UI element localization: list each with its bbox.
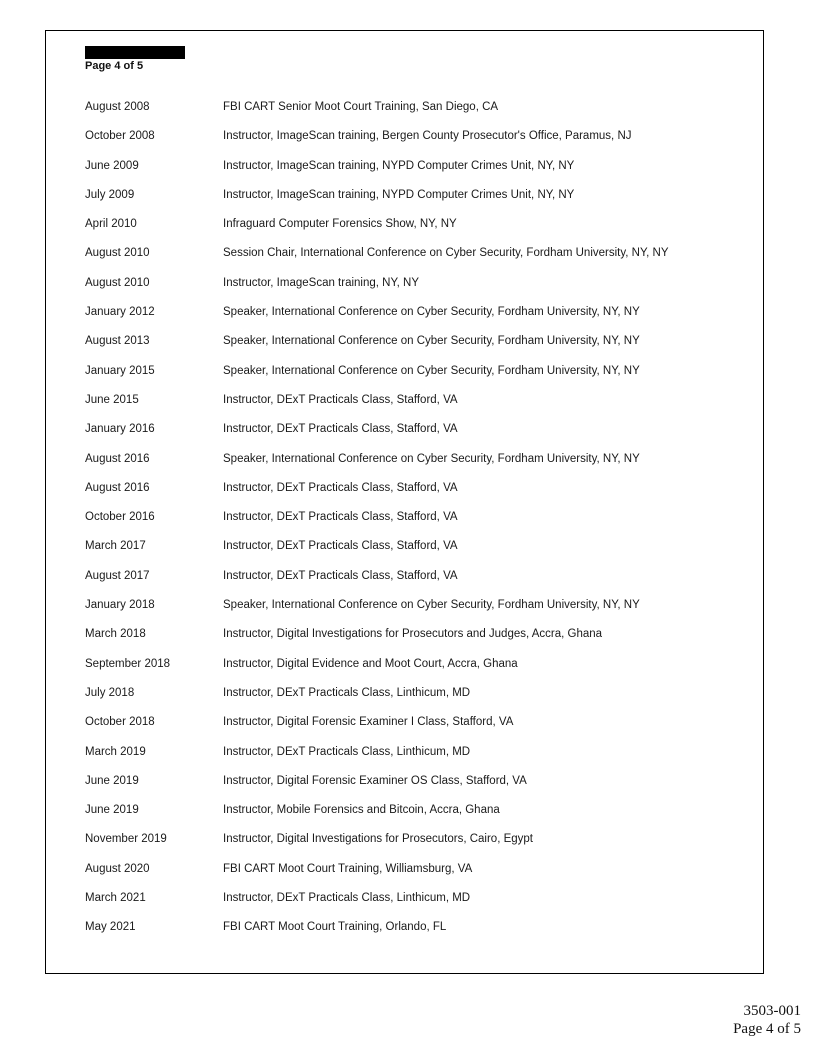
entry-row — [46, 160, 763, 189]
entry-description: Instructor, Digital Forensic Examiner OS Class, Stafford, VA — [223, 774, 527, 787]
entry-date: October 2008 — [85, 130, 155, 143]
entry-row — [46, 277, 763, 306]
entry-description: Speaker, International Conference on Cyber Security, Fordham University, NY, NY — [223, 364, 640, 377]
page-header-label: Page 4 of 5 — [85, 60, 144, 72]
entry-description: Speaker, International Conference on Cyber Security, Fordham University, NY, NY — [223, 452, 640, 465]
entry-description: Instructor, DExT Practicals Class, Linthicum, MD — [223, 745, 471, 758]
entry-description: Speaker, International Conference on Cyber Security, Fordham University, NY, NY — [223, 306, 640, 319]
entry-row — [46, 247, 763, 276]
entry-row — [46, 628, 763, 657]
entry-date: March 2019 — [85, 745, 146, 758]
document-page — [45, 30, 764, 974]
entry-description: Instructor, DExT Practicals Class, Linthicum, MD — [223, 686, 471, 699]
entry-date: January 2016 — [85, 423, 155, 436]
entry-row — [46, 540, 763, 569]
entry-row — [46, 833, 763, 862]
entry-description: FBI CART Moot Court Training, Williamsburg, VA — [223, 862, 473, 875]
entry-date: August 2016 — [85, 452, 150, 465]
entry-description: Instructor, ImageScan training, NYPD Computer Crimes Unit, NY, NY — [223, 188, 575, 201]
entry-date: March 2018 — [85, 628, 146, 641]
entry-date: April 2010 — [85, 218, 137, 231]
entry-description: Instructor, ImageScan training, NY, NY — [223, 276, 420, 289]
entry-row — [46, 218, 763, 247]
entry-description: Speaker, International Conference on Cyber Security, Fordham University, NY, NY — [223, 599, 640, 612]
entry-date: August 2013 — [85, 335, 150, 348]
entry-date: June 2009 — [85, 159, 139, 172]
entry-row — [46, 892, 763, 921]
entry-description: Instructor, Mobile Forensics and Bitcoin, Accra, Ghana — [223, 804, 500, 817]
entry-description: Instructor, Digital Investigations for Prosecutors and Judges, Accra, Ghana — [223, 628, 603, 641]
entry-date: August 2017 — [85, 569, 150, 582]
entry-description: Infraguard Computer Forensics Show, NY, NY — [223, 218, 457, 231]
entry-row — [46, 365, 763, 394]
entry-date: July 2018 — [85, 686, 135, 699]
entry-description: Session Chair, International Conference on Cyber Security, Fordham University, NY, NY — [223, 247, 669, 260]
entry-row — [46, 746, 763, 775]
entry-description: Speaker, International Conference on Cyber Security, Fordham University, NY, NY — [223, 335, 640, 348]
entry-date: September 2018 — [85, 657, 171, 670]
entry-description: Instructor, DExT Practicals Class, Stafford, VA — [223, 393, 458, 406]
entry-date: March 2021 — [85, 892, 146, 905]
entry-row — [46, 423, 763, 452]
entry-row — [46, 453, 763, 482]
redaction-bar — [85, 46, 185, 59]
entry-row — [46, 687, 763, 716]
entries-list — [46, 101, 763, 951]
entry-row — [46, 130, 763, 159]
entry-date: July 2009 — [85, 188, 135, 201]
entry-description: Instructor, ImageScan training, NYPD Computer Crimes Unit, NY, NY — [223, 159, 575, 172]
entry-date: May 2021 — [85, 921, 136, 934]
entry-description: Instructor, Digital Forensic Examiner I Class, Stafford, VA — [223, 716, 514, 729]
entry-date: June 2019 — [85, 804, 139, 817]
entry-date: June 2019 — [85, 774, 139, 787]
entry-row — [46, 658, 763, 687]
entry-description: Instructor, DExT Practicals Class, Stafford, VA — [223, 423, 458, 436]
entry-row — [46, 335, 763, 364]
entry-description: Instructor, ImageScan training, Bergen County Prosecutor's Office, Paramus, NJ — [223, 130, 632, 143]
entry-date: August 2010 — [85, 247, 150, 260]
entry-date: January 2018 — [85, 599, 155, 612]
entry-row — [46, 921, 763, 950]
entry-date: June 2015 — [85, 393, 139, 406]
entry-date: October 2018 — [85, 716, 155, 729]
entry-date: August 2016 — [85, 481, 150, 494]
entry-date: January 2012 — [85, 306, 155, 319]
entry-date: January 2015 — [85, 364, 155, 377]
entry-date: August 2020 — [85, 862, 150, 875]
footer-page-label: Page 4 of 5 — [733, 1021, 801, 1037]
entry-description: Instructor, DExT Practicals Class, Stafford, VA — [223, 481, 458, 494]
entry-date: August 2010 — [85, 276, 150, 289]
entry-description: FBI CART Moot Court Training, Orlando, FL — [223, 921, 447, 934]
footer-doc-number: 3503-001 — [743, 1003, 801, 1019]
entry-row — [46, 775, 763, 804]
entry-row — [46, 570, 763, 599]
entry-row — [46, 599, 763, 628]
entry-row — [46, 482, 763, 511]
entry-row — [46, 189, 763, 218]
entry-row — [46, 716, 763, 745]
entry-description: Instructor, DExT Practicals Class, Linthicum, MD — [223, 892, 471, 905]
page-footer — [733, 1002, 801, 1038]
entry-row — [46, 804, 763, 833]
entry-date: November 2019 — [85, 833, 167, 846]
entry-description: Instructor, DExT Practicals Class, Stafford, VA — [223, 511, 458, 524]
entry-row — [46, 394, 763, 423]
entry-row — [46, 511, 763, 540]
entry-description: Instructor, DExT Practicals Class, Stafford, VA — [223, 540, 458, 553]
entry-row — [46, 863, 763, 892]
entry-description: FBI CART Senior Moot Court Training, San Diego, CA — [223, 101, 499, 113]
entry-description: Instructor, Digital Investigations for Prosecutors, Cairo, Egypt — [223, 833, 533, 846]
entry-row — [46, 306, 763, 335]
entry-row — [46, 101, 763, 130]
entry-description: Instructor, Digital Evidence and Moot Court, Accra, Ghana — [223, 657, 518, 670]
entry-date: October 2016 — [85, 511, 155, 524]
entry-description: Instructor, DExT Practicals Class, Stafford, VA — [223, 569, 458, 582]
entry-date: March 2017 — [85, 540, 146, 553]
entry-date: August 2008 — [85, 101, 150, 113]
